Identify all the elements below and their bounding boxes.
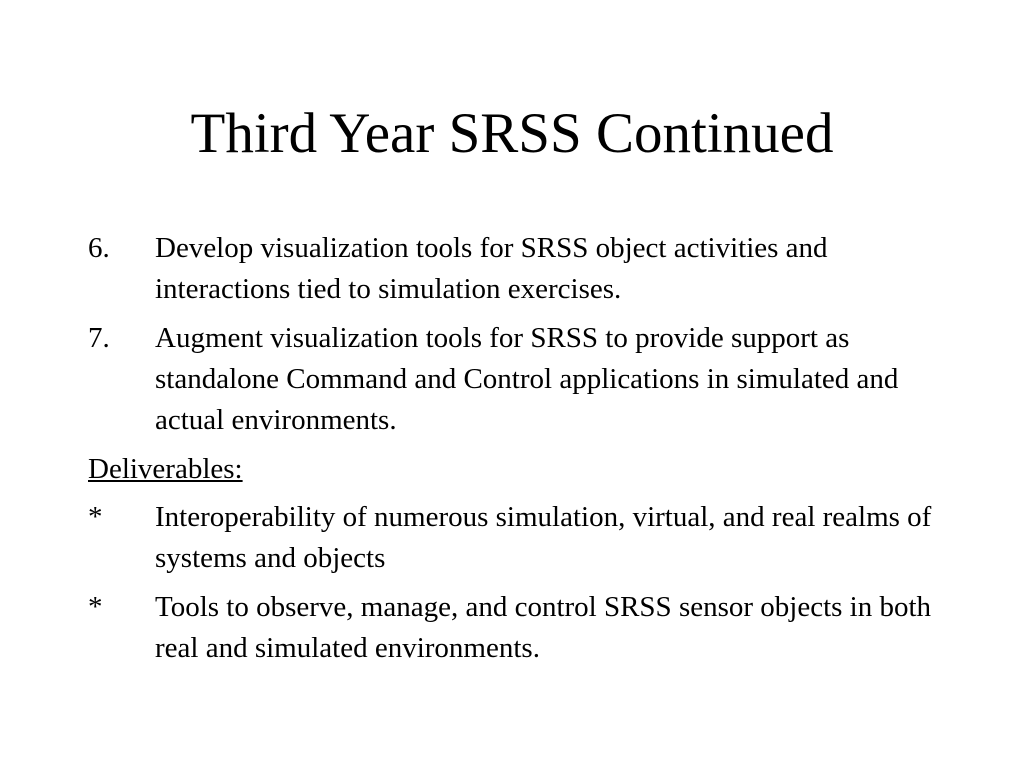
item-text: Augment visualization tools for SRSS to provide support as standalone Command and Control applications in simulated and actual environments. xyxy=(155,322,899,436)
list-item xyxy=(88,318,958,441)
item-number: 7. xyxy=(88,322,110,354)
bullet-marker: * xyxy=(88,591,103,623)
item-text: Develop visualization tools for SRSS object activities and interactions tied to simulation exercises. xyxy=(155,232,828,305)
bullet-marker: * xyxy=(88,501,103,533)
deliverable-item xyxy=(88,497,958,579)
deliverable-text: Tools to observe, manage, and control SRSS sensor objects in both real and simulated environments. xyxy=(155,591,932,664)
deliverable-item xyxy=(88,587,958,669)
deliverables-heading: Deliverables: xyxy=(88,453,243,485)
slide-body xyxy=(88,228,958,677)
item-number: 6. xyxy=(88,232,110,264)
list-item xyxy=(88,228,958,310)
deliverable-text: Interoperability of numerous simulation, virtual, and real realms of systems and objects xyxy=(155,501,932,574)
slide-title: Third Year SRSS Continued xyxy=(190,102,834,165)
